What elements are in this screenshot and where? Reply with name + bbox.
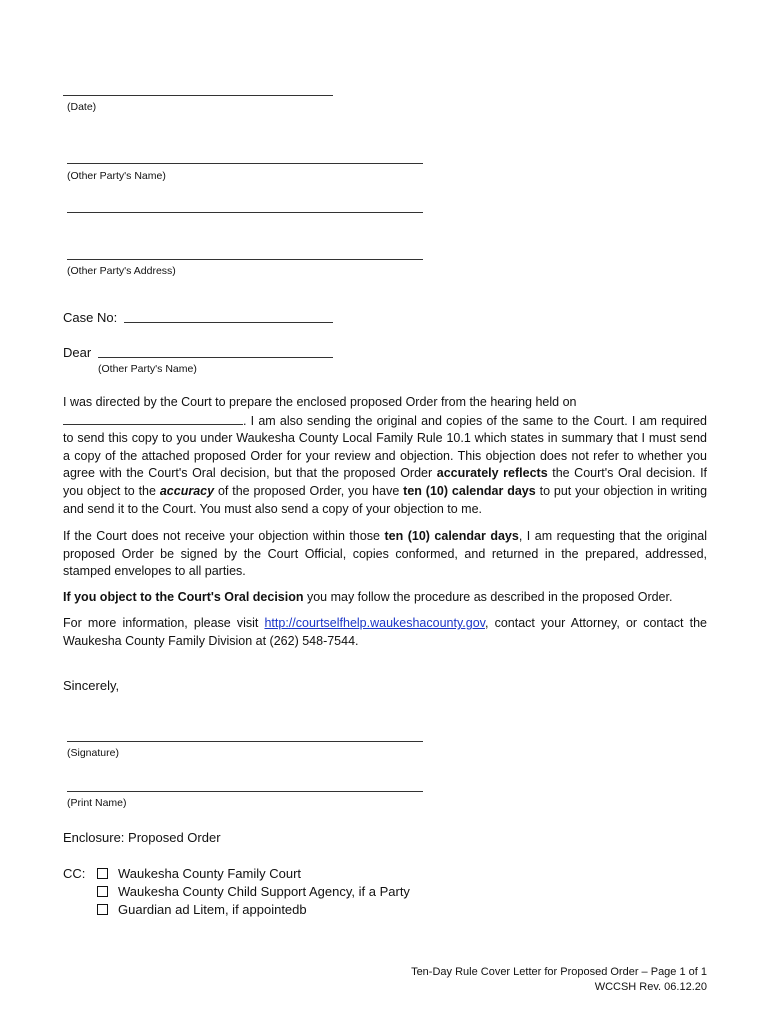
- paragraph-3: [63, 589, 707, 607]
- dear-sub-label: (Other Party's Name): [98, 363, 197, 375]
- footer-revision: WCCSH Rev. 06.12.20: [594, 981, 707, 993]
- checkbox-family-court[interactable]: [97, 868, 108, 879]
- dear-label: Dear: [63, 345, 92, 360]
- cc-item-family-court: [97, 866, 301, 881]
- other-party-name-label: (Other Party's Name): [67, 170, 166, 182]
- p1-text-e: to put your objection in writing and send it to the Court. You must also send a copy of your objection to me.: [63, 483, 708, 516]
- enclosure-text: Enclosure: Proposed Order: [63, 830, 221, 845]
- cc-item-label: Waukesha County Family Court: [118, 866, 302, 881]
- print-name-line[interactable]: [67, 791, 423, 792]
- signature-line[interactable]: [67, 741, 423, 742]
- p3-text: you may follow the procedure as described in the proposed Order.: [303, 590, 673, 604]
- other-party-name-line[interactable]: [67, 163, 423, 164]
- paragraph-2: [63, 528, 707, 581]
- footer-title: Ten-Day Rule Cover Letter for Proposed Order – Page 1 of 1: [411, 966, 707, 978]
- p1-text-c: the Court's Oral decision. If you object to the: [63, 466, 708, 498]
- hearing-date-blank[interactable]: [63, 412, 243, 425]
- p2-text-b: , I am requesting that the original proposed Order be signed by the Court Official, copies conformed, and returned in the prepared, addressed, stamped envelopes to all parties.: [63, 529, 707, 579]
- paragraph-4: [63, 615, 707, 650]
- p1-text-d: of the proposed Order, you have: [214, 483, 404, 498]
- p1-text-a: I was directed by the Court to prepare the enclosed proposed Order from the hearing held on: [63, 395, 577, 409]
- p4-text-b: , contact your Attorney, or contact the Waukesha County Family Division at (262) 548-7544.: [63, 616, 707, 648]
- date-label: (Date): [67, 101, 97, 113]
- p1-text-b: . I am also sending the original and copies of the same to the Court. I am required to send this copy to you under Waukesha County Local Family Rule 10.1 which states in summary that I must send a copy of the attached proposed Order for your review and objection. This objection does not refer to whether you agree with the Court's Oral decision, but that the proposed Order: [63, 413, 707, 481]
- sincerely-text: Sincerely,: [63, 678, 120, 693]
- paragraph-1: [63, 394, 707, 518]
- p2-bold-ten-days: ten (10) calendar days: [384, 529, 519, 543]
- signature-label: (Signature): [67, 747, 119, 759]
- p2-text-a: If the Court does not receive your objection within those: [63, 529, 385, 543]
- p1-bold-accurately: accurately reflects: [436, 466, 548, 481]
- self-help-link[interactable]: http://courtselfhelp.waukeshacounty.gov: [264, 616, 485, 630]
- checkbox-child-support[interactable]: [97, 886, 108, 897]
- date-line[interactable]: [63, 95, 333, 96]
- p1-bolditalic-accuracy: accuracy: [159, 483, 215, 498]
- cc-item-child-support: [97, 884, 410, 899]
- other-party-address-line-2[interactable]: [67, 259, 423, 260]
- other-party-address-label: (Other Party's Address): [67, 265, 176, 277]
- checkbox-guardian[interactable]: [97, 904, 108, 915]
- print-name-label: (Print Name): [67, 797, 127, 809]
- p1-bold-ten-days: ten (10) calendar days: [403, 483, 536, 498]
- p3-bold: If you object to the Court's Oral decision: [63, 590, 304, 604]
- cc-label: CC:: [63, 866, 86, 881]
- cc-item-guardian: [97, 902, 307, 917]
- case-no-line[interactable]: [124, 322, 333, 323]
- cc-item-label: Guardian ad Litem, if appointedb: [118, 902, 307, 917]
- other-party-address-line-1[interactable]: [67, 212, 423, 213]
- case-no-label: Case No:: [63, 310, 118, 325]
- p4-text-a: For more information, please visit: [63, 616, 265, 630]
- cc-item-label: Waukesha County Child Support Agency, if a Party: [118, 884, 410, 899]
- dear-line[interactable]: [98, 357, 333, 358]
